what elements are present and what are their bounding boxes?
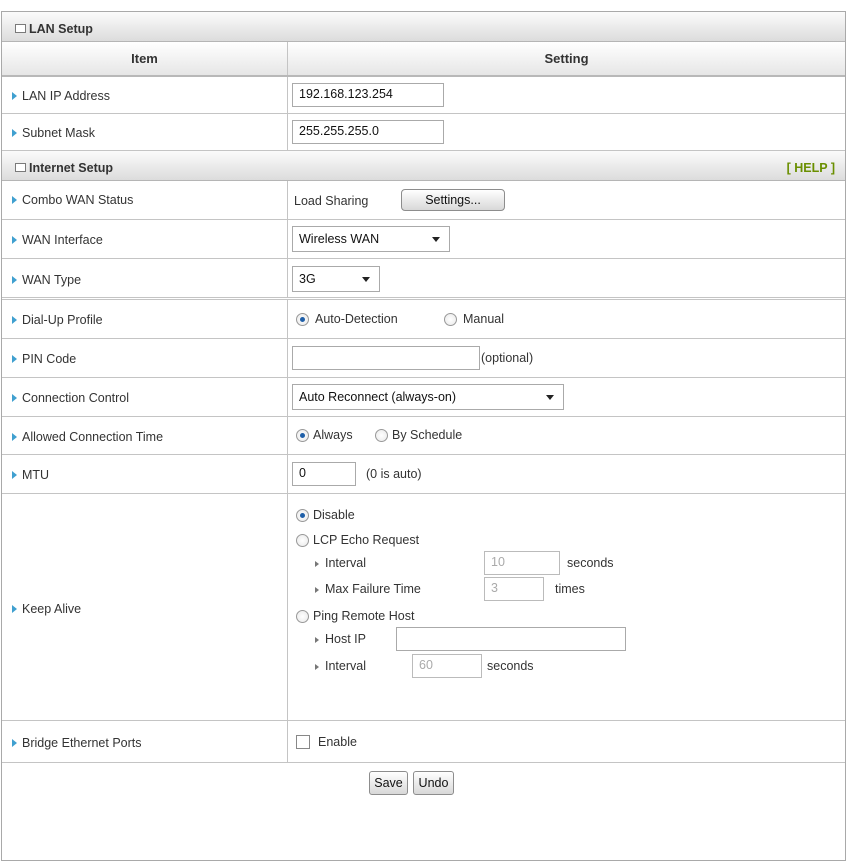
undo-button[interactable]: Undo (413, 771, 454, 795)
arrow-icon (12, 129, 17, 137)
subnet-mask-label: Subnet Mask (22, 126, 95, 140)
bridge-ports-row (2, 721, 845, 763)
wan-type-select[interactable] (292, 266, 380, 292)
arrow-icon (12, 316, 17, 324)
wan-interface-label: WAN Interface (22, 233, 103, 247)
lan-setup-title: LAN Setup (29, 22, 93, 36)
wan-interface-select[interactable] (292, 226, 450, 252)
keep-alive-label: Keep Alive (22, 602, 82, 616)
settings-button[interactable]: Settings... (401, 189, 505, 211)
lan-setup-header (2, 12, 845, 42)
lcp-interval-input[interactable]: 10 (484, 551, 560, 575)
item-column-header: Item (2, 42, 288, 75)
combo-wan-value: Load Sharing (294, 194, 369, 208)
internet-setup-title: Internet Setup (29, 161, 114, 175)
section-square-icon (15, 163, 26, 172)
ping-host-label: Ping Remote Host (313, 609, 415, 623)
dialup-profile-label: Dial-Up Profile (22, 313, 103, 327)
lcp-fail-label: Max Failure Time (325, 582, 421, 596)
section-square-icon (15, 24, 26, 33)
internet-setup-header (2, 151, 845, 181)
disable-radio[interactable] (296, 509, 309, 522)
lcp-interval-label: Interval (325, 556, 366, 570)
arrow-icon (12, 394, 17, 402)
chevron-down-icon (432, 237, 440, 242)
ping-host-radio[interactable] (296, 610, 309, 623)
bridge-enable-label: Enable (318, 735, 357, 749)
wan-interface-row (2, 220, 845, 259)
subnet-mask-row (2, 114, 845, 151)
sub-arrow-icon (315, 561, 319, 567)
arrow-icon (12, 236, 17, 244)
allowed-time-row (2, 417, 845, 455)
connection-control-row (2, 378, 845, 417)
bridge-enable-checkbox[interactable] (296, 735, 310, 749)
lan-ip-input[interactable]: 192.168.123.254 (292, 83, 444, 107)
ping-interval-input[interactable]: 60 (412, 654, 482, 678)
arrow-icon (12, 196, 17, 204)
mtu-row (2, 455, 845, 494)
combo-wan-label: Combo WAN Status (22, 193, 134, 207)
save-button[interactable]: Save (369, 771, 408, 795)
combo-wan-row (2, 181, 845, 220)
disable-label: Disable (313, 508, 355, 522)
arrow-icon (12, 276, 17, 284)
connection-control-selected: Auto Reconnect (always-on) (299, 390, 457, 404)
keep-alive-row (2, 494, 845, 721)
lcp-echo-radio[interactable] (296, 534, 309, 547)
mtu-input[interactable]: 0 (292, 462, 356, 486)
by-schedule-label: By Schedule (392, 428, 463, 442)
help-link[interactable]: [ HELP ] (786, 161, 835, 175)
manual-label: Manual (463, 312, 504, 326)
lcp-interval-unit: seconds (567, 556, 614, 570)
pin-code-row (2, 339, 845, 378)
wan-type-row (2, 259, 845, 300)
always-label: Always (313, 428, 353, 442)
host-ip-label: Host IP (325, 632, 366, 646)
auto-detection-radio[interactable] (296, 313, 309, 326)
mtu-label: MTU (22, 468, 50, 482)
arrow-icon (12, 355, 17, 363)
wan-interface-selected: Wireless WAN (299, 232, 380, 246)
arrow-icon (12, 471, 17, 479)
lan-ip-row (2, 77, 845, 114)
allowed-time-label: Allowed Connection Time (22, 430, 164, 444)
chevron-down-icon (362, 277, 370, 282)
sub-arrow-icon (315, 637, 319, 643)
lan-ip-label: LAN IP Address (22, 89, 111, 103)
always-radio[interactable] (296, 429, 309, 442)
dialup-profile-row (2, 300, 845, 339)
lcp-fail-unit: times (555, 582, 585, 596)
arrow-icon (12, 605, 17, 613)
manual-radio[interactable] (444, 313, 457, 326)
ping-interval-label: Interval (325, 659, 366, 673)
wan-type-label: WAN Type (22, 273, 82, 287)
arrow-icon (12, 92, 17, 100)
auto-detection-label: Auto-Detection (315, 312, 398, 326)
ping-interval-unit: seconds (487, 659, 534, 673)
arrow-icon (12, 433, 17, 441)
settings-panel (1, 11, 846, 861)
bridge-ports-label: Bridge Ethernet Ports (22, 736, 142, 750)
sub-arrow-icon (315, 664, 319, 670)
subnet-mask-input[interactable]: 255.255.255.0 (292, 120, 444, 144)
chevron-down-icon (546, 395, 554, 400)
setting-column-header: Setting (544, 51, 589, 66)
actions-row (2, 763, 845, 803)
host-ip-input[interactable] (396, 627, 626, 651)
connection-control-select[interactable] (292, 384, 564, 410)
connection-control-label: Connection Control (22, 391, 130, 405)
table-header (2, 42, 845, 77)
lcp-fail-input[interactable]: 3 (484, 577, 544, 601)
pin-code-label: PIN Code (22, 352, 77, 366)
by-schedule-radio[interactable] (375, 429, 388, 442)
pin-optional-note: (optional) (481, 351, 534, 365)
sub-arrow-icon (315, 587, 319, 593)
arrow-icon (12, 739, 17, 747)
lcp-echo-label: LCP Echo Request (313, 533, 420, 547)
pin-code-input[interactable] (292, 346, 480, 370)
mtu-note: (0 is auto) (366, 467, 422, 481)
wan-type-selected: 3G (299, 272, 316, 286)
